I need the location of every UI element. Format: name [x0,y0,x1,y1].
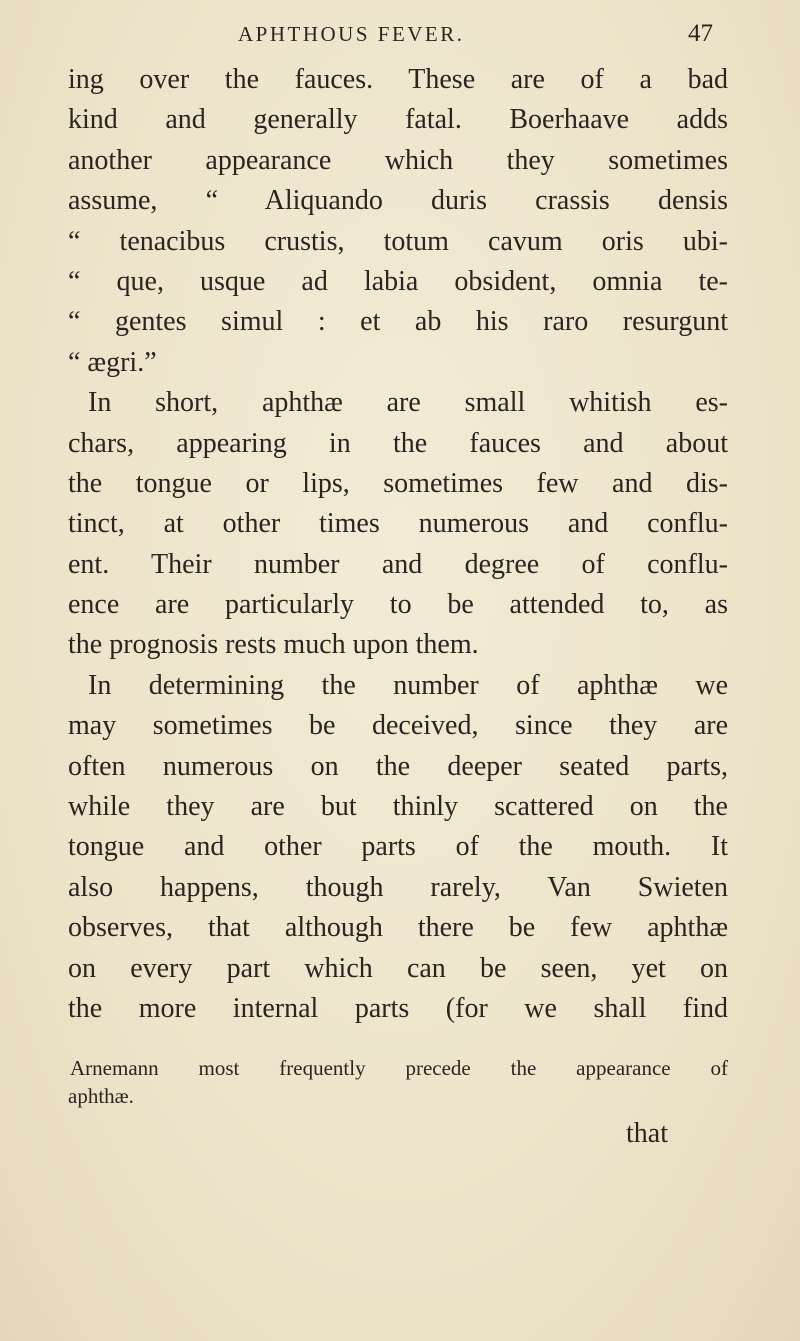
text-line: ence are particularly to be attended to, as [68,589,728,621]
text-line: chars, appearing in the fauces and about [68,427,728,459]
text-line: the prognosis rests much upon them. [68,629,479,661]
text-line: “ que, usque ad labia obsident, omnia te- [68,265,728,297]
text-line: “ ægri.” [68,346,157,378]
text-line: ent. Their number and degree of conflu- [68,548,728,580]
text-line: may sometimes be deceived, since they are [68,710,728,742]
text-line: tongue and other parts of the mouth. It [68,831,728,863]
catchword: that [626,1118,668,1149]
text-line: “ tenacibus crustis, totum cavum oris ubi- [68,225,728,257]
running-head: APHTHOUS FEVER. [238,22,465,46]
text-line: kind and generally fatal. Boerhaave adds [68,104,728,136]
text-line: the tongue or lips, sometimes few and dis- [68,467,728,499]
text-line: on every part which can be seen, yet on [68,952,728,984]
text-line: ing over the fauces. These are of a bad [68,64,728,95]
text-line: the more internal parts (for we shall find [68,992,728,1024]
footnote-line: aphthæ. [68,1084,134,1108]
text-line: also happens, though rarely, Van Swieten [68,871,728,903]
text-line: often numerous on the deeper seated parts, [68,750,728,782]
body-text [68,60,728,1029]
page-number: 47 [688,20,713,47]
text-line: tinct, at other times numerous and conflu- [68,508,728,540]
text-line: another appearance which they sometimes [68,144,728,176]
text-line: while they are but thinly scattered on the [68,791,728,823]
page-header [0,22,800,52]
text-line: assume, “ Aliquando duris crassis densis [68,185,728,217]
text-line: “ gentes simul : et ab his raro resurgunt [68,306,728,338]
text-line: In short, aphthæ are small whitish es- [88,387,728,419]
text-line: observes, that although there be few aphthæ [68,912,728,944]
text-line: In determining the number of aphthæ we [88,669,728,701]
footnote-line: Arnemann most frequently precede the appearance of [70,1056,728,1080]
footnote [68,1054,728,1110]
